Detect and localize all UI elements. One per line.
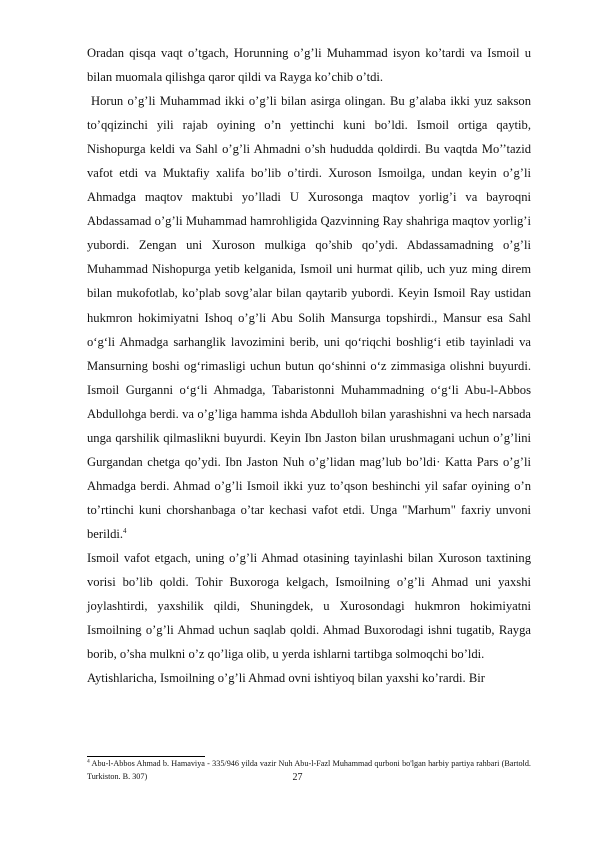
paragraph-4: Aytishlaricha, Ismoilning o’g’li Ahmad ovni ishtiyoq bilan yaxshi ko’rardi. Bir	[87, 671, 485, 686]
footnote-divider	[87, 756, 205, 757]
paragraph-1: Oradan qisqa vaqt o’tgach, Horunning o’g’li Muhammad isyon ko’tardi va Ismoil u bilan muomala qilishga qaror qildi va Rayga ko’chib o’tdi.	[87, 46, 531, 85]
paragraph-3: Ismoil vafot etgach, uning o’g’li Ahmad otasining tayinlashi bilan Xuroson taxtining vorisi bo’lib qoldi. Tohir Buxoroga kelgach, Ismoilning o’g’li Ahmad uni yaxshi joylashtirdi, yaxshilik qildi, Shuningdek, u Xurosondagi hukmron hokimiyatni Ismoilning o’g’li Ahmad uchun saqlab qoldi. Ahmad Buxorodagi ishni tugatib, Rayga borib, o’sha mulkni o’z qo’liga olib, u yerda ishlarni tartibga solmoqchi bo’ldi.	[87, 550, 531, 662]
footnote-text: Abu-l-Abbos Ahmad b. Hamaviya - 335/946 yilda vazir Nuh Abu-l-Fazl Muhammad qurboni bo'lgan harbiy partiya rahbari (Bartold. Turkiston. B. 307)	[87, 759, 531, 781]
page-number: 27	[292, 772, 303, 783]
footnote-reference[interactable]: 4	[123, 526, 127, 535]
document-body	[87, 41, 531, 690]
footnote-marker: 4	[87, 758, 90, 765]
paragraph-2-text: Horun o’g’li Muhammad ikki o’g’li bilan asirga olingan. Bu g’alaba ikki yuz sakson to’qqizinchi yili rajab oyining o’n yettinchi kuni bo’ldi. Ismoil ortiga qaytib, Nishopurga keldi va Sahl o’g’li Ahmadni o’sh hududda qoldirdi. Bu vaqtda Mo’’tazid vafot etdi va Muktafiy xalifa bo’lib o’tirdi. Xuroson Ismoilga, undan keyin o’g’li Ahmadga maqtov maktubi yo’lladi U Xurosonga maqtov yorlig’i va bayroqni Abdassamad o’g’li Muhammad hamrohligida Qazvinning Ray shahriga maqtov yorlig’i yubordi. Zengan uni Xuroson mulkiga qo’shib qo’ydi. Abdassamadning o’g’li Muhammad Nishopurga yetib kelganida, Ismoil uni hurmat qilib, uch yuz ming direm bilan mukofotlab, ko’plab sovg’alar bilan qaytarib yubordi. Keyin Ismoil Ray ustidan hukmron hokimiyatni Ishoq o’g’li Abu Solih Mansurga topshirdi., Mansur esa Sahl o‘g‘li Ahmadga sarhanglik lavozimini berib, uni qo‘riqchi boshlig‘i etib tayinladi va Mansurning boshi og‘rimasligi uchun butun qo‘shinni o‘z zimmasiga olishni buyurdi. Ismoil Gurganni o‘g‘li Ahmadga, Tabaristonni Muhammadning o‘g‘li Abu-l-Abbos Abdullohga berdi. va o’g’liga hamma ishda Abdulloh bilan yarashishni va hech narsada unga qarshilik qilmaslikni buyurdi. Keyin Ibn Jaston bilan urushmagani uchun o’g’lini Gurgandan chetga qo’ydi. Ibn Jaston Nuh o’g’lidan mag’lub bo’ldi· Katta Pars o’g’li Ahmadga berdi. Ahmad o’g’li Ismoil ikki yuz to’qson beshinchi yil safar oyining o’n to’rtinchi kuni chorshanbaga o’tar kechasi vafot etdi. Unga "Marhum" faxriy unvoni berildi.	[87, 94, 531, 541]
paragraph-2	[87, 89, 531, 546]
